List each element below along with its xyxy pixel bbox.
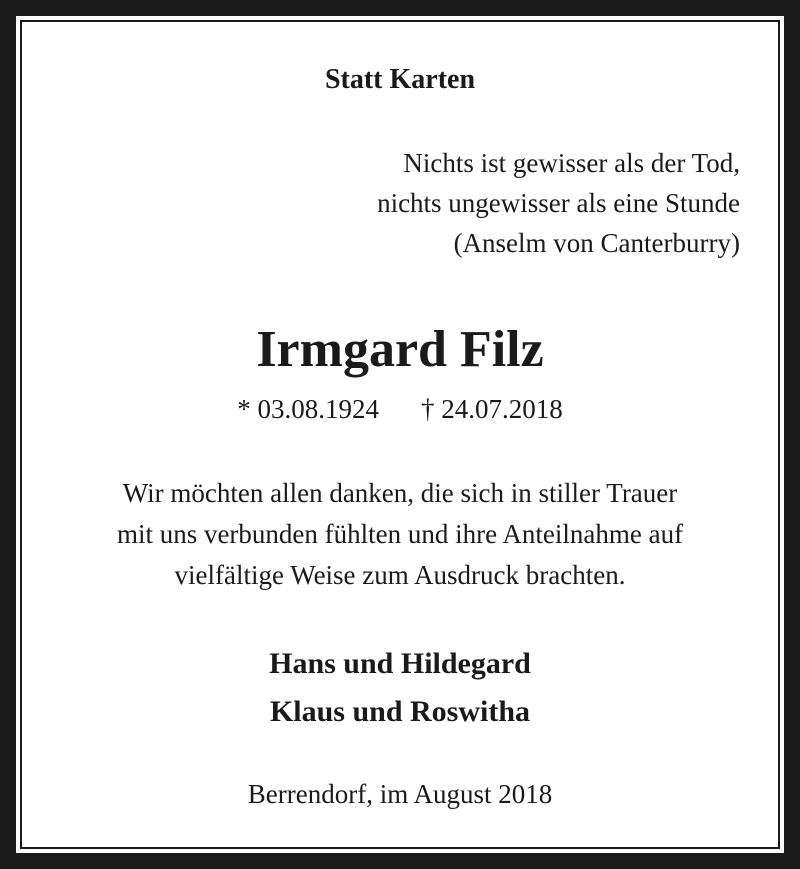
signer-names: Hans und Hildegard — [269, 647, 531, 680]
notice-heading: Statt Karten — [324, 64, 476, 95]
thanks-line: mit uns verbunden fühlten und ihre Anteilnahme auf — [116, 519, 684, 549]
life-dates — [0, 391, 800, 427]
signers — [0, 640, 800, 736]
thanks-text — [0, 473, 800, 596]
birth-date: * 03.08.1924 — [237, 394, 379, 424]
place-and-date: Berrendorf, im August 2018 — [247, 779, 553, 809]
quote-line: nichts ungewisser als eine Stunde — [377, 188, 740, 218]
memorial-quote — [377, 143, 740, 263]
quote-line: Nichts ist gewisser als der Tod, — [403, 148, 740, 178]
signer-names: Klaus und Roswitha — [269, 695, 531, 728]
thanks-line: vielfältige Weise zum Ausdruck brachten. — [174, 560, 626, 590]
thanks-line: Wir möchten allen danken, die sich in stiller Trauer — [122, 478, 678, 508]
deceased-name: Irmgard Filz — [256, 321, 544, 378]
death-date: † 24.07.2018 — [421, 394, 563, 424]
quote-attribution: (Anselm von Canterburry) — [453, 228, 740, 258]
